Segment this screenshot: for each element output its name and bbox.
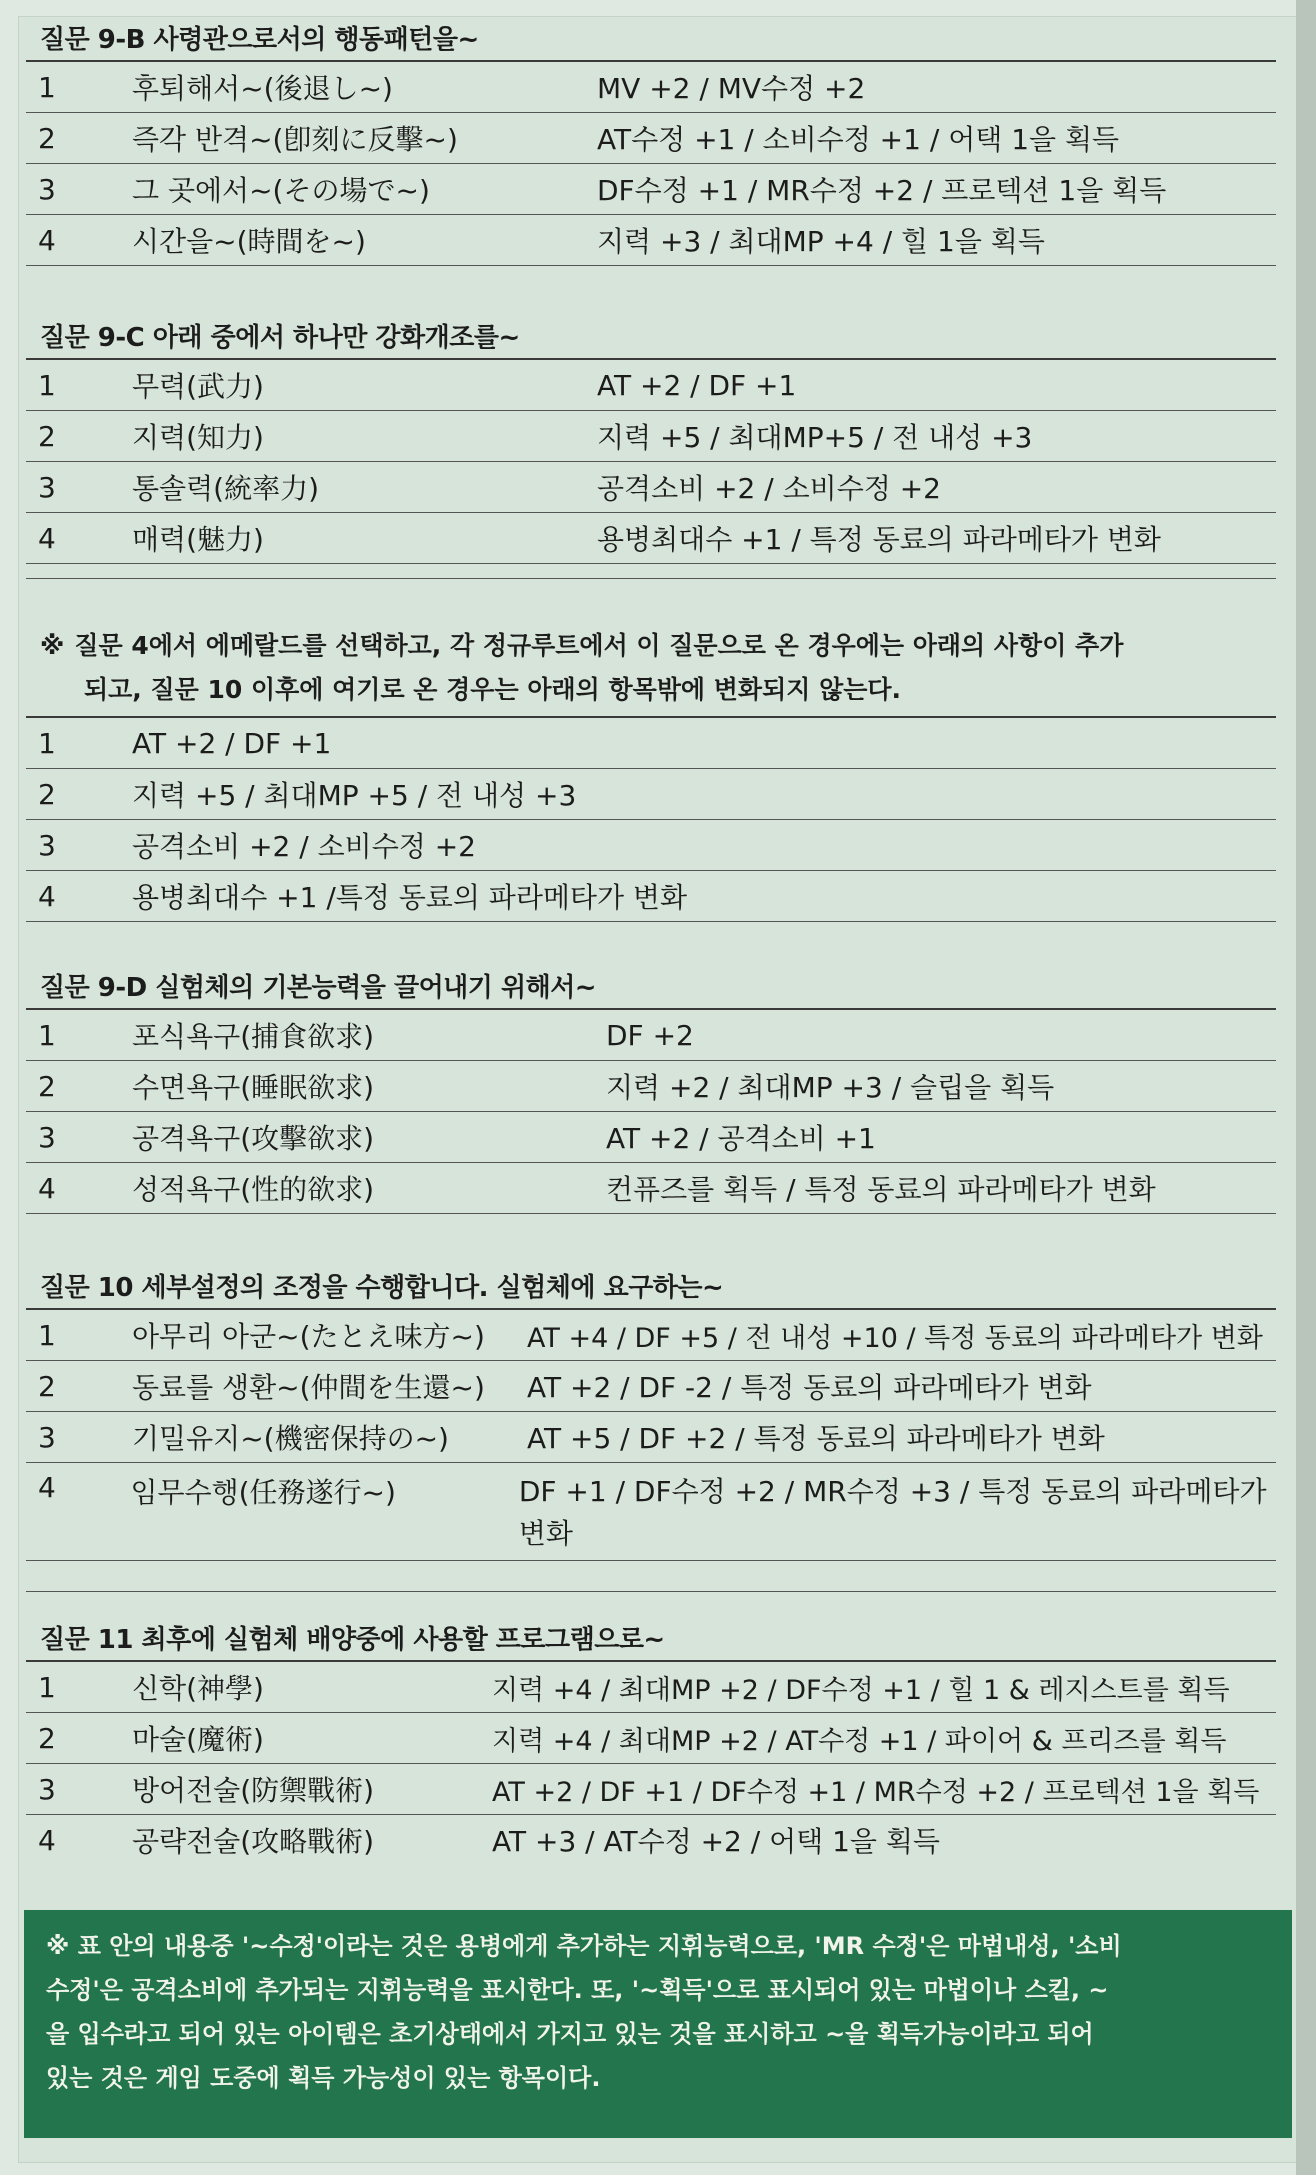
row-number: 4	[38, 1471, 56, 1504]
table-row	[26, 62, 1276, 113]
row-name: 후퇴해서~(後退し~)	[132, 72, 393, 105]
row-effect: 용병최대수 +1 / 특정 동료의 파라메타가 변화	[597, 523, 1161, 556]
row-number: 1	[38, 70, 56, 104]
table-row	[26, 215, 1276, 266]
row-effect: 지력 +4 / 최대MP +2 / AT수정 +1 / 파이어 & 프리즈를 획득	[492, 1725, 1227, 1757]
row-divider	[26, 1561, 1276, 1592]
table-row	[26, 1310, 1276, 1361]
footer-line: ※ 표 안의 내용중 '~수정'이라는 것은 용병에게 추가하는 지휘능력으로, 'MR 수정'은 마법내성, '소비	[46, 1932, 1122, 1960]
table-row	[26, 820, 1276, 871]
table-row	[26, 164, 1276, 215]
row-number: 1	[38, 1318, 56, 1352]
row-effect: AT +4 / DF +5 / 전 내성 +10 / 특정 동료의 파라메타가 변화	[527, 1322, 1263, 1354]
section-9b	[26, 20, 1276, 266]
section-note-text	[26, 618, 1276, 718]
row-name: 포식욕구(捕食欲求)	[132, 1020, 375, 1053]
row-effect: 지력 +5 / 최대MP +5 / 전 내성 +3	[132, 779, 577, 812]
table-row	[26, 769, 1276, 820]
row-effect: AT +2 / DF +1	[132, 726, 332, 760]
row-effect: AT +2 / 공격소비 +1	[606, 1122, 876, 1155]
row-effect: 공격소비 +2 / 소비수정 +2	[132, 830, 476, 863]
row-name: 임무수행(任務遂行~)	[130, 1476, 396, 1509]
row-number: 4	[38, 1823, 56, 1857]
row-name: 기밀유지~(機密保持の~)	[132, 1422, 449, 1455]
row-number: 2	[38, 121, 56, 155]
row-name: 그 곳에서~(その場で~)	[132, 174, 430, 207]
table-row	[26, 1010, 1276, 1061]
row-name: 시간을~(時間を~)	[132, 225, 366, 258]
section-note	[26, 618, 1276, 922]
row-effect: DF +1 / DF수정 +2 / MR수정 +3 / 특정 동료의 파라메타가 변화	[518, 1475, 1267, 1550]
table-row	[26, 462, 1276, 513]
table-row	[26, 1163, 1276, 1214]
row-name: 공격욕구(攻擊欲求)	[132, 1122, 375, 1155]
table-row	[26, 871, 1276, 922]
table-row	[26, 1112, 1276, 1163]
row-number: 3	[38, 172, 56, 206]
table-row	[26, 513, 1276, 564]
row-number: 2	[38, 777, 56, 811]
table-row	[26, 411, 1276, 462]
section-title: 질문 9-B 사령관으로서의 행동패턴을~	[26, 20, 1276, 62]
table-row	[26, 718, 1276, 769]
table-row	[26, 113, 1276, 164]
row-number: 2	[38, 1369, 56, 1403]
row-number: 3	[38, 1120, 56, 1154]
row-number: 4	[38, 1171, 56, 1205]
section-10	[26, 1268, 1276, 1592]
row-effect: AT +3 / AT수정 +2 / 어택 1을 획득	[492, 1825, 940, 1858]
row-effect: 공격소비 +2 / 소비수정 +2	[597, 472, 941, 505]
note-line	[40, 624, 1262, 668]
row-number: 3	[38, 1772, 56, 1806]
row-effect: 컨퓨즈를 획득 / 특정 동료의 파라메타가 변화	[606, 1173, 1156, 1206]
row-number: 1	[38, 1670, 56, 1704]
row-effect: DF +2	[606, 1018, 694, 1052]
row-number: 3	[38, 828, 56, 862]
row-number: 3	[38, 1420, 56, 1454]
table-row	[26, 1764, 1276, 1815]
row-effect: 지력 +5 / 최대MP+5 / 전 내성 +3	[597, 421, 1033, 454]
note-line: 되고, 질문 10 이후에 여기로 온 경우는 아래의 항목밖에 변화되지 않는다.	[84, 675, 902, 704]
row-name: 지력(知力)	[132, 421, 264, 454]
table-row	[26, 1815, 1276, 1865]
footer-note	[24, 1910, 1292, 2138]
row-effect: AT +2 / DF -2 / 특정 동료의 파라메타가 변화	[527, 1371, 1092, 1404]
row-name: 아무리 아군~(たとえ味方~)	[132, 1320, 485, 1353]
row-effect: AT +5 / DF +2 / 특정 동료의 파라메타가 변화	[527, 1422, 1105, 1455]
section-title: 질문 9-D 실험체의 기본능력을 끌어내기 위해서~	[26, 968, 1276, 1010]
row-effect: MV +2 / MV수정 +2	[597, 72, 866, 105]
row-name: 통솔력(統率力)	[132, 472, 319, 505]
row-name: 방어전술(防禦戰術)	[132, 1774, 375, 1807]
row-name: 수면욕구(睡眠欲求)	[132, 1071, 375, 1104]
row-divider	[26, 564, 1276, 579]
row-number: 1	[38, 368, 56, 402]
row-number: 1	[38, 1018, 56, 1052]
row-name: 매력(魅力)	[132, 523, 264, 556]
row-name: 즉각 반격~(卽刻に反擊~)	[132, 123, 458, 156]
footer-line: 있는 것은 게임 도중에 획득 가능성이 있는 항목이다.	[46, 2064, 601, 2092]
row-name: 공략전술(攻略戰術)	[132, 1825, 375, 1858]
row-name: 무력(武力)	[132, 370, 264, 403]
footer-line: 을 입수라고 되어 있는 아이템은 초기상태에서 가지고 있는 것을 표시하고 ~을 획득가능이라고 되어	[46, 2020, 1094, 2048]
row-effect: AT수정 +1 / 소비수정 +1 / 어택 1을 획득	[597, 123, 1120, 156]
table-row	[26, 1662, 1276, 1713]
row-name: 마술(魔術)	[132, 1723, 264, 1756]
row-name: 성적욕구(性的欲求)	[132, 1173, 375, 1206]
row-number: 2	[38, 1721, 56, 1755]
section-title: 질문 11 최후에 실험체 배양중에 사용할 프로그램으로~	[26, 1620, 1276, 1662]
section-title: 질문 10 세부설정의 조정을 수행합니다. 실험체에 요구하는~	[26, 1268, 1276, 1310]
row-name: 동료를 생환~(仲間を生還~)	[132, 1371, 485, 1404]
table-row	[26, 1463, 1276, 1561]
row-number: 3	[38, 470, 56, 504]
row-effect: 지력 +3 / 최대MP +4 / 힐 1을 획득	[597, 225, 1045, 258]
row-effect: DF수정 +1 / MR수정 +2 / 프로텍션 1을 획득	[597, 174, 1167, 207]
table-row	[26, 1412, 1276, 1463]
table-row	[26, 1713, 1276, 1764]
table-row	[26, 360, 1276, 411]
row-number: 1	[38, 726, 56, 760]
note-line-text: 질문 4에서 에메랄드를 선택하고, 각 정규루트에서 이 질문으로 온 경우에는 아래의 사항이 추가	[74, 631, 1124, 660]
row-effect: AT +2 / DF +1	[597, 368, 797, 402]
row-number: 2	[38, 419, 56, 453]
row-number: 4	[38, 521, 56, 555]
row-name: 신학(神學)	[132, 1672, 264, 1705]
footer-line: 수정'은 공격소비에 추가되는 지휘능력을 표시한다. 또, '~획득'으로 표시되어 있는 마법이나 스킬, ~	[46, 1976, 1109, 2004]
table-row	[26, 1361, 1276, 1412]
row-number: 4	[38, 223, 56, 257]
section-9c	[26, 318, 1276, 579]
section-9d	[26, 968, 1276, 1214]
table-row	[26, 1061, 1276, 1112]
row-number: 2	[38, 1069, 56, 1103]
row-effect: 지력 +2 / 최대MP +3 / 슬립을 획득	[606, 1071, 1055, 1104]
page-edge	[1296, 0, 1316, 2175]
row-effect: 지력 +4 / 최대MP +2 / DF수정 +1 / 힐 1 & 레지스트를 획득	[492, 1674, 1230, 1706]
row-effect: 용병최대수 +1 /특정 동료의 파라메타가 변화	[132, 881, 688, 914]
row-number: 4	[38, 879, 56, 913]
row-effect: AT +2 / DF +1 / DF수정 +1 / MR수정 +2 / 프로텍션 1을 획득	[492, 1776, 1260, 1808]
section-11	[26, 1620, 1276, 1865]
note-mark: ※	[40, 631, 65, 660]
section-title: 질문 9-C 아래 중에서 하나만 강화개조를~	[26, 318, 1276, 360]
